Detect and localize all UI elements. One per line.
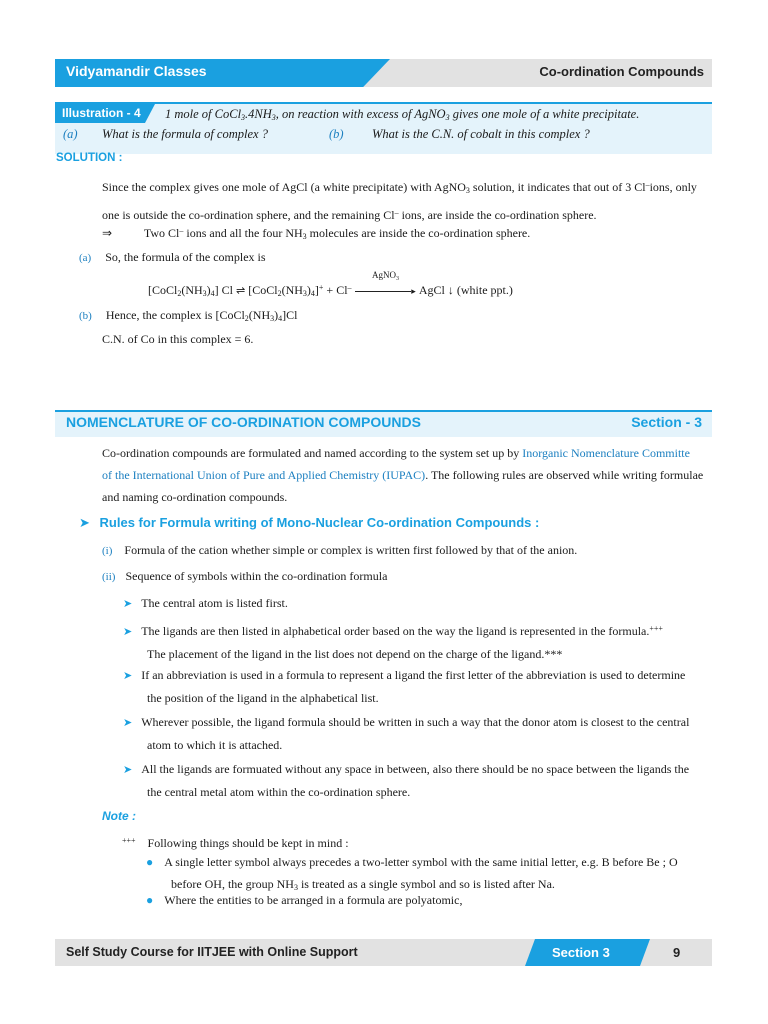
intro-paragraph: Co-ordination compounds are formulated and named according to the system set up by Inorganic Nomenclature Committe of the International Union of Pure and Applied Chemistry (IUPAC). The following rules are observed while writing formulae and naming co-ordination compounds.: [102, 446, 704, 504]
part-a-label: (a): [79, 252, 92, 264]
reaction-arrow-icon: AgNO$_3$ ▸: [355, 279, 417, 302]
rule-bullet-2: ➤ The ligands are then listed in alphabetical order based on the way the ligand is represented in the formula.+++ The placement of the ligand in the list does not depend on the charge of the ligand.***: [123, 624, 663, 661]
bullet-dot-icon: ●: [146, 855, 154, 869]
header-chapter-title: Co-ordination Compounds: [539, 64, 704, 79]
illustration-part-a-label: (a): [63, 127, 78, 141]
section-title: NOMENCLATURE OF CO-ORDINATION COMPOUNDS: [66, 414, 421, 430]
part-b-label: (b): [79, 310, 92, 322]
rule-i: (i) Formula of the cation whether simple or complex is written first followed by that of the anion.: [102, 543, 578, 557]
equilibrium-arrow-icon: ⇌: [236, 284, 246, 297]
illustration-tag-label: Illustration - 4: [62, 106, 141, 120]
illustration-part-b-text: What is the C.N. of cobalt in this complex ?: [372, 127, 590, 141]
iupac-link-part2: of the International Union of Pure and Applied Chemistry (IUPAC): [102, 468, 426, 482]
rule-bullet-4: ➤ Wherever possible, the ligand formula should be written in such a way that the donor atom is closest to the central atom to which it is attached.: [123, 715, 690, 752]
rule-bullet-1: ➤ The central atom is listed first.: [123, 596, 288, 610]
rule-bullet-3: ➤ If an abbreviation is used in a formula to represent a ligand the first letter of the abbreviation is used to determine the position of the ligand in the alphabetical list.: [123, 668, 686, 705]
note-heading: Note :: [102, 809, 136, 823]
chevron-right-icon: ➤: [123, 669, 133, 682]
footer-section-label: Section 3: [552, 945, 610, 960]
rules-heading: ➤ Rules for Formula writing of Mono-Nuclear Co-ordination Compounds :: [79, 515, 540, 531]
chevron-right-icon: ➤: [79, 516, 90, 531]
rule-ii: (ii) Sequence of symbols within the co-ordination formula: [102, 569, 388, 583]
part-a-text: So, the formula of the complex is: [105, 250, 266, 264]
header-brand: Vidyamandir Classes: [66, 63, 207, 79]
illustration-part-b-label: (b): [329, 127, 344, 141]
solution-part-a: [79, 246, 266, 269]
solution-paragraph: Since the complex gives one mole of AgCl (a white precipitate) with AgNO$_3$ solution, it indicates that out of 3 Cl–ions, only one is outside the co-ordination sphere, and the remaining Cl– ions, are inside the co-ordination sphere.: [102, 180, 697, 222]
rule-bullet-5: ➤ All the ligands are formuated without any space in between, also there should be no space between the ligands the the central metal atom within the co-ordination sphere.: [123, 762, 690, 799]
iupac-link-part1: Inorganic Nomenclature Committe: [522, 446, 690, 460]
chevron-right-icon: ➤: [123, 625, 133, 638]
implies-line: ⇒ Two Cl– ions and all the four $NH_3$ molecules are inside the co-ordination sphere.: [102, 226, 531, 241]
chevron-right-icon: ➤: [123, 597, 133, 610]
chevron-right-icon: ➤: [123, 716, 133, 729]
note-intro: +++ Following things should be kept in mind :: [122, 836, 349, 850]
illustration-part-a-text: What is the formula of complex ?: [102, 127, 268, 141]
section-number: Section - 3: [631, 414, 702, 430]
coordination-number-line: C.N. of Co in this complex = 6.: [102, 332, 254, 346]
footer-course-title: Self Study Course for IITJEE with Online Support: [66, 945, 358, 959]
page-number: 9: [673, 945, 681, 960]
note-item-1: ● A single letter symbol always precedes a two-letter symbol with the same initial letter, e.g. B before Be ; O before OH, the group $NH_3$ is treated as a single symbol and so is listed after Na.: [146, 855, 678, 892]
implies-symbol: ⇒: [102, 226, 113, 240]
solution-part-b: (b) Hence, the complex is $[CoCl_2(NH_3)_4]Cl$: [79, 308, 298, 323]
illustration-question: 1 mole of $CoCl_3.4NH_3$, on reaction with excess of AgNO$_3$ gives one mole of a white precipitate.: [165, 107, 640, 122]
note-item-2: ● Where the entities to be arranged in a formula are polyatomic,: [146, 893, 463, 907]
reaction-equation: $[CoCl_2(NH_3)_4]$ Cl ⇌ $[CoCl_2(NH_3)_4]^+ + Cl^-$ AgNO$_3$ ▸ AgCl ↓ (white ppt.): [148, 277, 513, 305]
bullet-dot-icon: ●: [146, 893, 154, 907]
solution-heading: SOLUTION :: [56, 152, 123, 164]
chevron-right-icon: ➤: [123, 763, 133, 776]
